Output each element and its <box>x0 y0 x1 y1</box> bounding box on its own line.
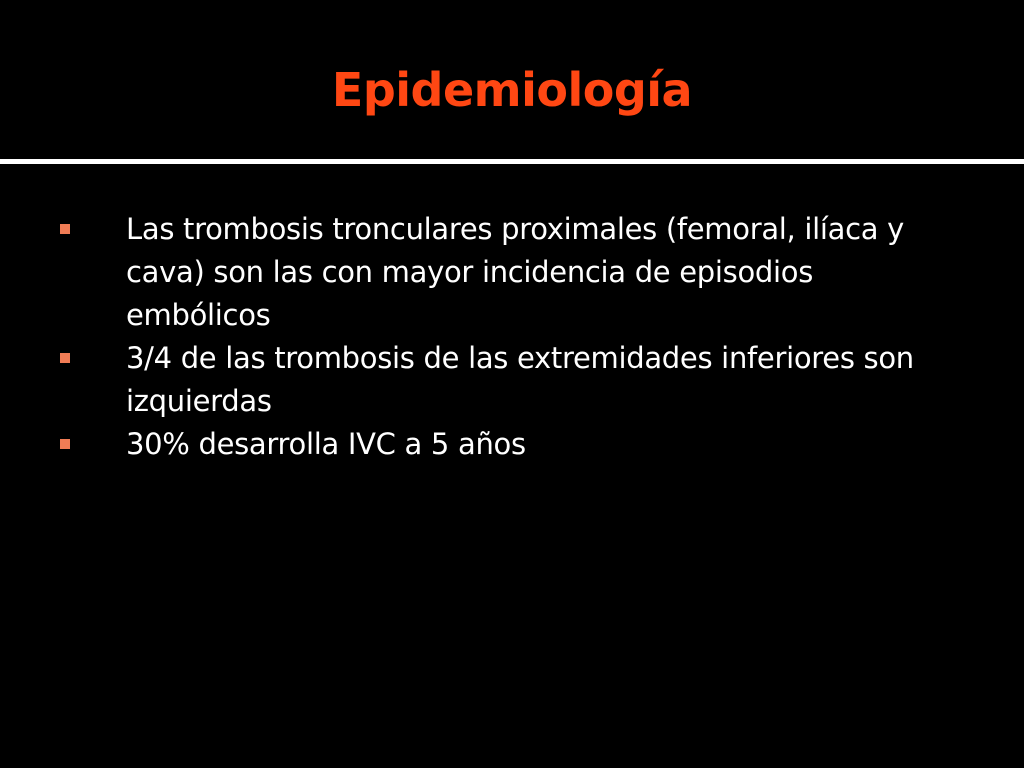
bullet-text: 3/4 de las trombosis de las extremidades inferiores son izquierdas <box>126 341 914 418</box>
bullet-item <box>0 423 1024 466</box>
square-bullet-icon <box>60 439 70 449</box>
title-divider <box>0 159 1024 164</box>
bullet-text: 30% desarrolla IVC a 5 años <box>126 427 526 461</box>
bullet-text: Las trombosis tronculares proximales (femoral, ilíaca y cava) son las con mayor incidencia de episodios embólicos <box>126 212 905 332</box>
bullet-item <box>0 208 1024 337</box>
slide-title: Epidemiología <box>331 63 693 117</box>
bullet-list <box>0 208 1024 466</box>
bullet-item <box>0 337 1024 423</box>
square-bullet-icon <box>60 224 70 234</box>
square-bullet-icon <box>60 353 70 363</box>
